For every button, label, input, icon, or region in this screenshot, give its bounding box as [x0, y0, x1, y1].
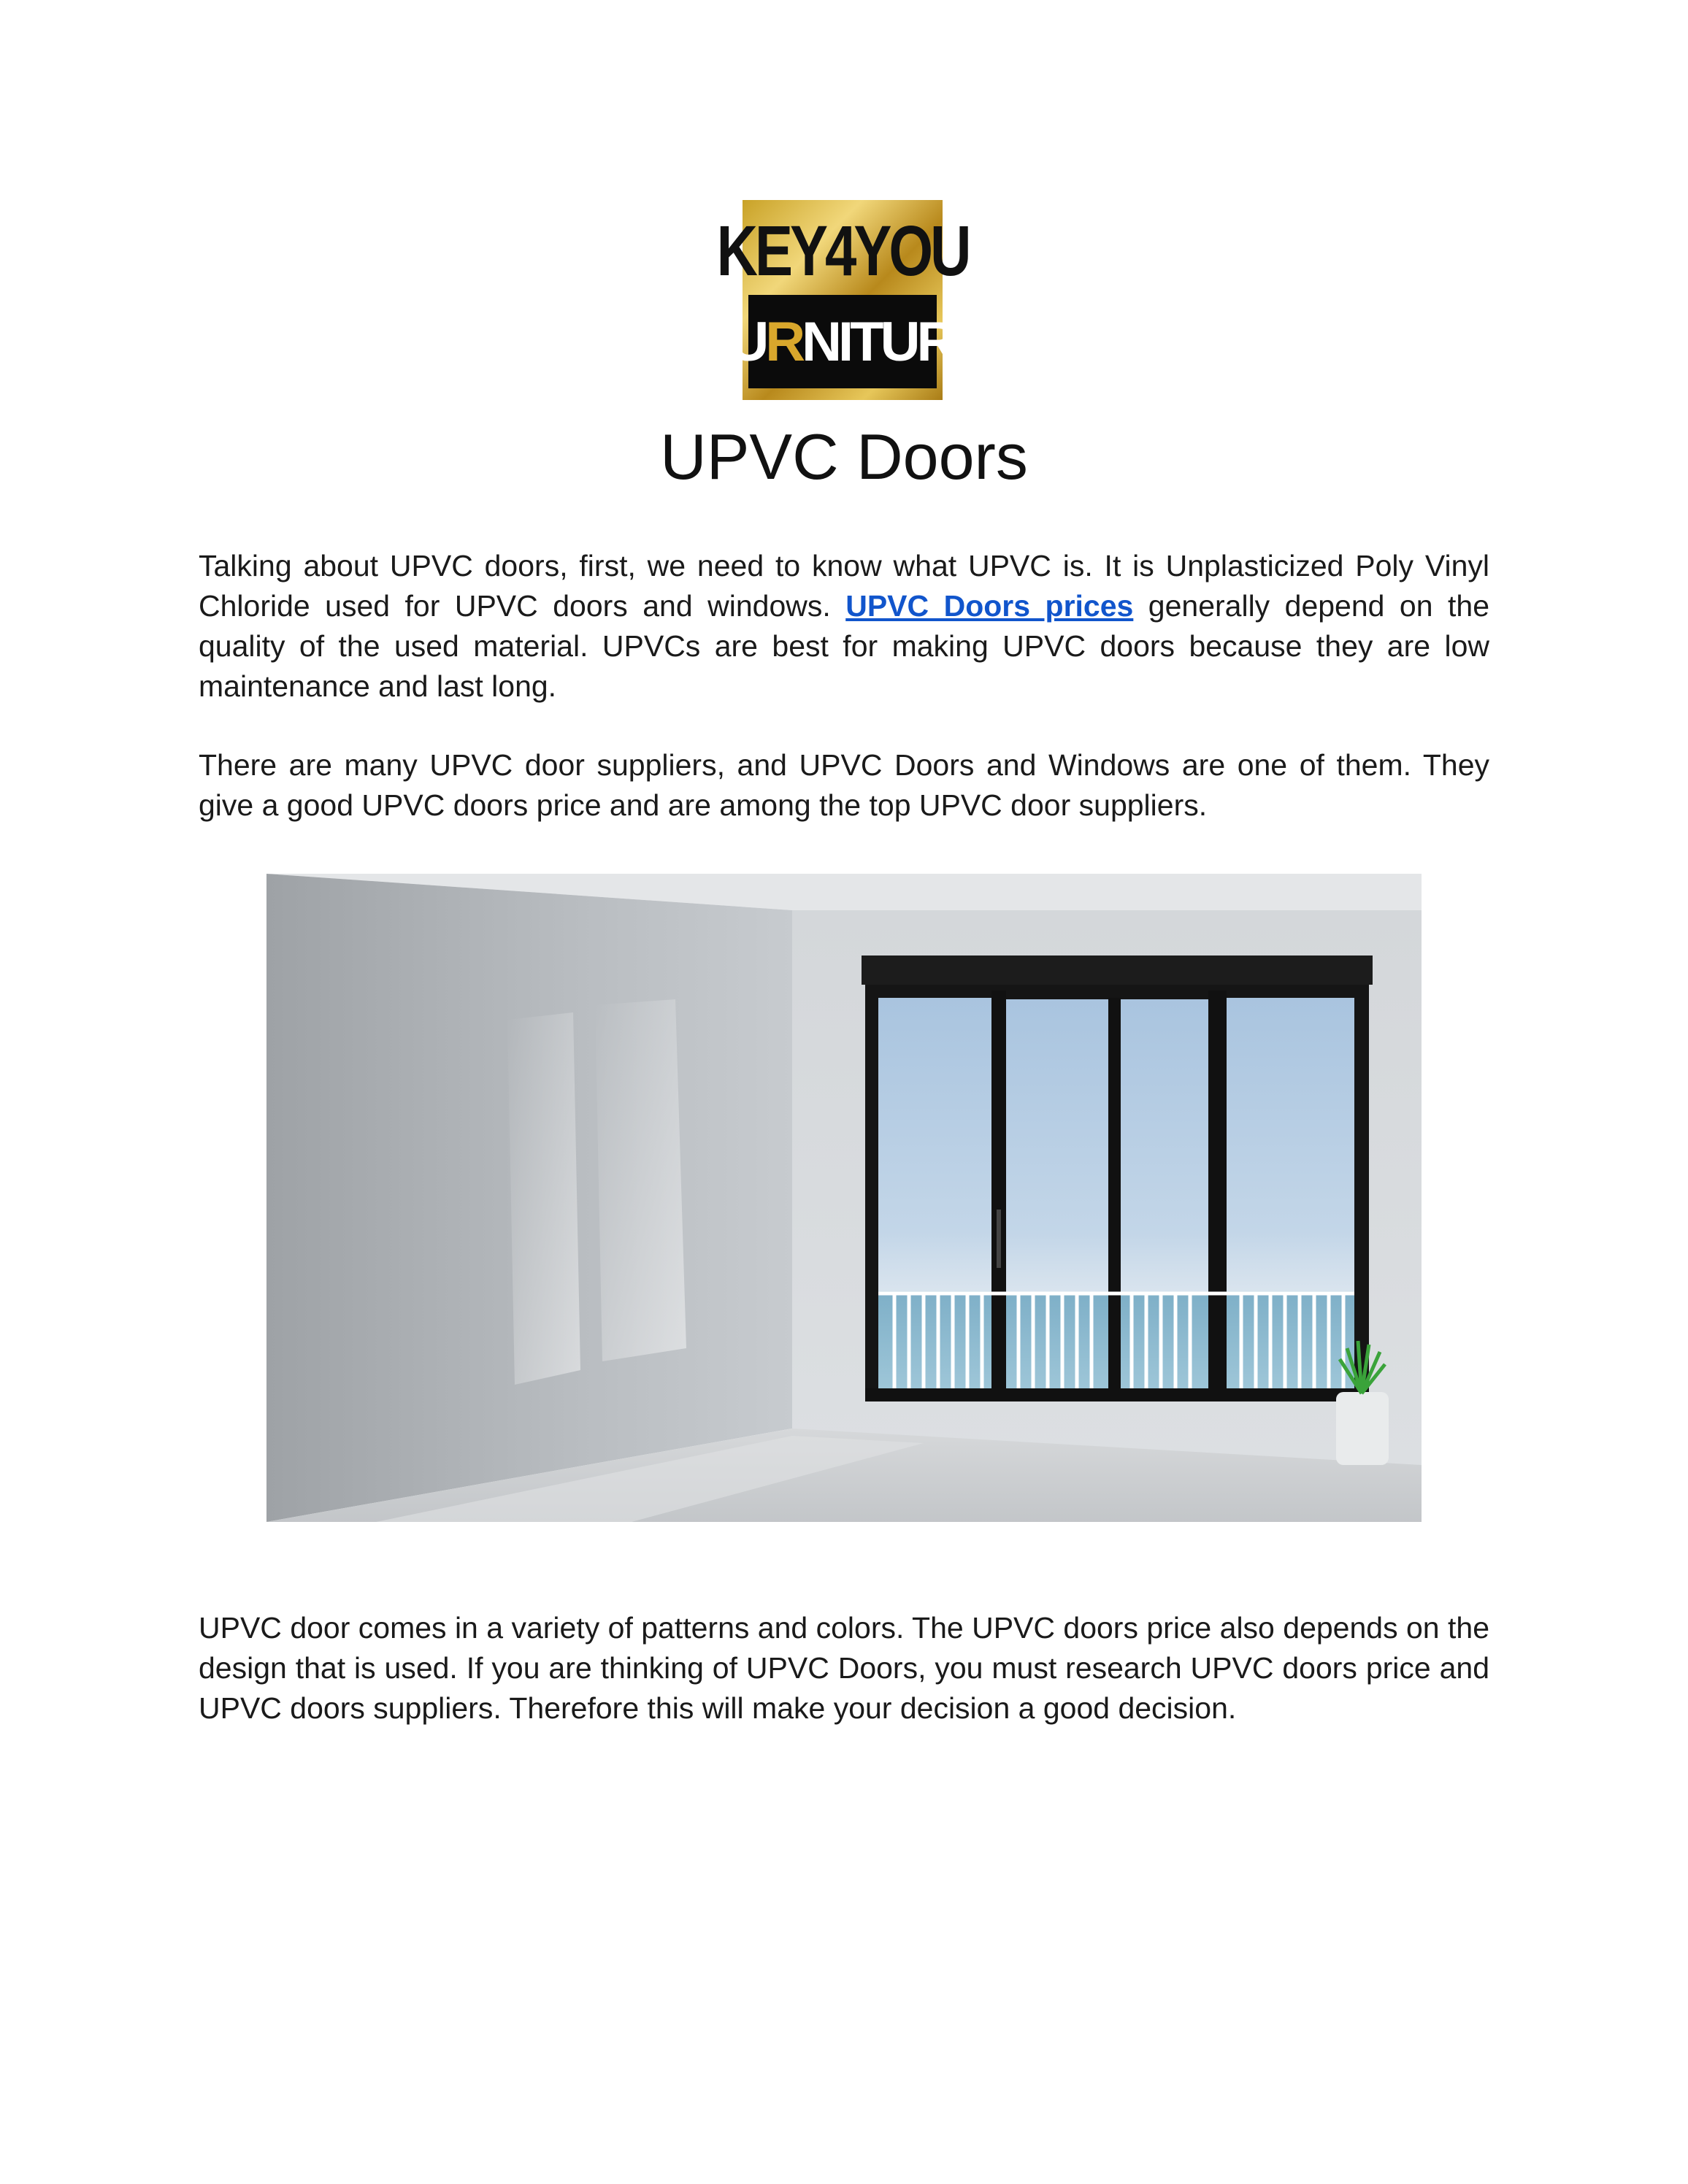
- logo-bottom-text-part2: NITURE: [802, 310, 987, 373]
- logo-chair-r: R: [765, 310, 802, 373]
- intro-paragraph: [199, 546, 1489, 707]
- upvc-doors-prices-link[interactable]: UPVC Doors prices: [845, 589, 1134, 623]
- upvc-sliding-door-photo: [266, 874, 1422, 1522]
- logo-top-text: KEY4YOU: [716, 209, 969, 291]
- logo-bottom-text-part1: FU: [698, 310, 766, 373]
- logo-bottom-text: [698, 295, 987, 388]
- intro-text-before-link: Talking about UPVC doors, first, we need to know what UPVC is. It is Unplasticized Poly Vinyl Chloride used for UPVC doors and windows.: [199, 549, 1489, 623]
- suppliers-paragraph: There are many UPVC door suppliers, and UPVC Doors and Windows are one of them. They give a good UPVC doors price and are among the top UPVC door suppliers.: [199, 748, 1489, 822]
- key4you-furniture-logo: [698, 200, 987, 400]
- intro-text-after-link: generally depend on the quality of the used material. UPVCs are best for making UPVC doors because they are low maintenance and last long.: [199, 589, 1489, 703]
- page-title: UPVC Doors: [660, 420, 1028, 493]
- patterns-paragraph: UPVC door comes in a variety of patterns and colors. The UPVC doors price also depends on the design that is used. If you are thinking of UPVC Doors, you must research UPVC doors price and UPVC doors suppliers. Therefore this will make your decision a good decision.: [199, 1611, 1489, 1725]
